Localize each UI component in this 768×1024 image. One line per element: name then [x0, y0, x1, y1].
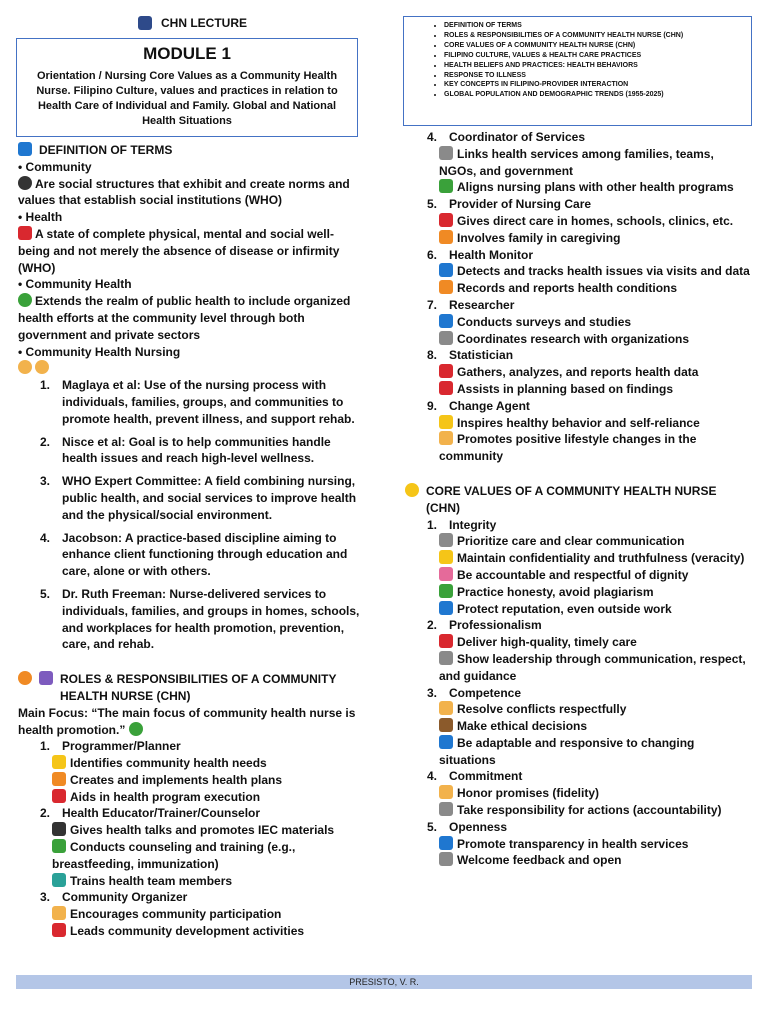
role-title: Change Agent: [449, 398, 530, 413]
leader-icon: [439, 651, 453, 665]
heart-icon: [18, 226, 32, 240]
toc-list: [430, 21, 743, 100]
role-item: [405, 819, 750, 836]
scroll-icon: [439, 802, 453, 816]
megaphone-icon: [439, 852, 453, 866]
speech-bubble-icon: [439, 533, 453, 547]
sub-item-text: Be accountable and respectful of dignity: [457, 567, 689, 582]
term-health: • Health: [18, 210, 63, 225]
role-title: Professionalism: [449, 618, 542, 633]
toc-item: • KEY CONCEPTS IN FILIPINO-PROVIDER INTERACTION: [444, 80, 743, 90]
role-sub-item: [405, 718, 750, 735]
role-title: Health Monitor: [449, 247, 533, 262]
list-text: Nisce et al: Goal is to help communities handle health issues and reach high-level wellness.: [62, 434, 331, 466]
line-chart-icon: [439, 364, 453, 378]
notepad-icon: [439, 280, 453, 294]
sub-item-text: Involves family in caregiving: [457, 230, 621, 245]
role-sub-item: [405, 802, 750, 819]
role-item: [405, 129, 750, 146]
hand-icon: [439, 785, 453, 799]
list-number: 2.: [40, 806, 51, 821]
module-title: MODULE 1: [143, 44, 231, 63]
role-sub-item: [405, 533, 750, 550]
role-item: [405, 297, 750, 314]
handshake-icon: [439, 701, 453, 715]
sub-item-text: Welcome feedback and open: [457, 853, 622, 868]
sub-item-text: Be adaptable and responsive to changing situations: [439, 735, 695, 767]
role-title: Community Organizer: [62, 890, 188, 905]
compass-icon: [405, 483, 419, 497]
role-sub-item: [405, 735, 750, 769]
list-number: 3.: [40, 890, 51, 905]
nurse-icon: [35, 360, 49, 374]
role-sub-item: [405, 431, 750, 465]
sub-item-text: Links health services among families, teams, NGOs, and government: [439, 146, 714, 178]
nurses-icons: [18, 360, 363, 377]
sub-item-text: Assists in planning based on findings: [457, 381, 674, 396]
handshake-icon: [52, 906, 66, 920]
role-sub-item: [405, 280, 750, 297]
puzzle-icon: [439, 179, 453, 193]
role-title: Competence: [449, 685, 522, 700]
role-sub-item: [405, 634, 750, 651]
role-sub-item: [405, 601, 750, 618]
sub-item-text: Take responsibility for actions (accountability): [457, 803, 722, 818]
folder-icon: [52, 755, 66, 769]
check-icon: [439, 584, 453, 598]
seedling-icon: [129, 722, 143, 736]
role-title: Programmer/Planner: [62, 739, 181, 754]
toc-item: • GLOBAL POPULATION AND DEMOGRAPHIC TRENDS (1955-2025): [444, 90, 743, 100]
toc-item: • CORE VALUES OF A COMMUNITY HEALTH NURSE (CHN): [444, 41, 743, 51]
table-of-contents: [403, 16, 752, 126]
role-title: Openness: [449, 819, 508, 834]
definition-community: [18, 176, 363, 210]
role-item: [405, 617, 750, 634]
role-title: Provider of Nursing Care: [449, 197, 592, 212]
module-subtitle: Orientation / Nursing Core Values as a Community Health Nurse. Filipino Culture, values and practices in relation to Health Care of Individual and Family. Global and National Health Situations: [36, 70, 338, 127]
main-focus: [18, 705, 363, 739]
role-sub-item: [18, 923, 363, 940]
sub-item-text: Deliver high-quality, timely care: [457, 635, 637, 650]
target-icon: [439, 634, 453, 648]
list-number: 5.: [40, 586, 51, 601]
role-sub-item: [405, 701, 750, 718]
sub-item-text: Leads community development activities: [70, 924, 305, 939]
megaphone-icon: [52, 923, 66, 937]
toc-item: • DEFINITION OF TERMS: [444, 21, 743, 31]
term-community: • Community: [18, 159, 92, 174]
sub-item-text: Identifies community health needs: [70, 756, 267, 771]
list-number: 2.: [427, 618, 438, 633]
sub-item-text: Conducts surveys and studies: [457, 314, 632, 329]
book-icon: [18, 142, 32, 156]
role-item: [405, 398, 750, 415]
family-icon: [439, 230, 453, 244]
bar-chart-icon: [439, 314, 453, 328]
lecture-title: [138, 16, 247, 30]
sub-item-text: Promotes positive lifestyle changes in the community: [439, 432, 697, 464]
role-sub-item: [405, 785, 750, 802]
role-sub-item: [405, 263, 750, 280]
toc-item: • FILIPINO CULTURE, VALUES & HEALTH CARE PRACTICES: [444, 51, 743, 61]
sub-item-text: Prioritize care and clear communication: [457, 534, 685, 549]
calendar-icon: [138, 16, 152, 30]
sub-item-text: Protect reputation, even outside work: [457, 601, 672, 616]
role-sub-item: [405, 651, 750, 685]
role-sub-item: [405, 364, 750, 381]
toc-item: • RESPONSE TO ILLNESS: [444, 71, 743, 81]
role-item: [405, 685, 750, 702]
sub-item-text: Records and reports health conditions: [457, 281, 678, 296]
role-sub-item: [18, 772, 363, 789]
list-number: 1.: [40, 378, 51, 393]
sub-item-text: Make ethical decisions: [457, 719, 588, 734]
chn-definition-item: [18, 473, 363, 523]
definitions-heading: [18, 142, 363, 159]
list-number: 8.: [427, 348, 438, 363]
core-values-heading-text: CORE VALUES OF A COMMUNITY HEALTH NURSE (CHN): [426, 483, 717, 515]
role-item: [405, 517, 750, 534]
chn-definition-item: [18, 530, 363, 580]
list-text: Dr. Ruth Freeman: Nurse-delivered services to individuals, families, and groups in homes, schools, and workplaces for health promotion, prevention, care, and rehab.: [62, 586, 360, 652]
sub-item-text: Honor promises (fidelity): [457, 786, 600, 801]
role-sub-item: [405, 584, 750, 601]
list-number: 5.: [427, 819, 438, 834]
role-item: [405, 768, 750, 785]
roles-heading: [18, 671, 363, 705]
toc-item: • ROLES & RESPONSIBILITIES OF A COMMUNITY HEALTH NURSE (CHN): [444, 31, 743, 41]
sub-item-text: Maintain confidentiality and truthfulness (veracity): [457, 551, 745, 566]
main-focus-text: Main Focus: “The main focus of community health nurse is health promotion.”: [18, 705, 356, 737]
refresh-icon: [439, 735, 453, 749]
roles-list: [18, 738, 363, 940]
definition-health-text: A state of complete physical, mental and social well-being and not merely the absence of disease or infirmity (WHO): [18, 226, 340, 275]
role-sub-item: [18, 839, 363, 873]
sub-item-text: Trains health team members: [70, 873, 233, 888]
people-icon: [18, 176, 32, 190]
role-title: Commitment: [449, 769, 523, 784]
role-item: [405, 196, 750, 213]
role-sub-item: [405, 331, 750, 348]
role-item: [18, 738, 363, 755]
link-icon: [439, 146, 453, 160]
role-title: Coordinator of Services: [449, 130, 586, 144]
role-sub-item: [405, 852, 750, 869]
chn-definition-item: [18, 434, 363, 468]
role-item: [18, 805, 363, 822]
muscle-icon: [439, 431, 453, 445]
syringe-icon: [439, 213, 453, 227]
sub-item-text: Detects and tracks health issues via visits and data: [457, 264, 750, 279]
role-sub-item: [405, 415, 750, 432]
footer: PRESISTO, V. R.: [16, 975, 752, 989]
list-text: Maglaya et al: Use of the nursing process with individuals, families, groups, and communities to promote health, prevent illness, and support rehab.: [62, 378, 355, 426]
role-sub-item: [18, 755, 363, 772]
list-number: 3.: [427, 685, 438, 700]
role-sub-item: [405, 230, 750, 247]
lock-icon: [439, 550, 453, 564]
role-sub-item: [405, 179, 750, 196]
definition-community-health-text: Extends the realm of public health to include organized health efforts at the community level through both government and private sectors: [18, 294, 351, 342]
role-title: Integrity: [449, 517, 497, 532]
definition-community-health: [18, 293, 363, 343]
sub-item-text: Promote transparency in health services: [457, 836, 689, 851]
globe-icon: [18, 293, 32, 307]
role-item: [405, 247, 750, 264]
role-title: Researcher: [449, 297, 515, 312]
list-number: 2.: [40, 434, 51, 449]
sub-item-text: Practice honesty, avoid plagiarism: [457, 584, 654, 599]
magnifier-icon: [439, 836, 453, 850]
list-number: 3.: [40, 474, 51, 489]
list-number: 4.: [427, 769, 438, 784]
term-chn: • Community Health Nursing: [18, 344, 181, 359]
role-sub-item: [405, 550, 750, 567]
role-item: [405, 347, 750, 364]
module-box: [16, 38, 358, 137]
sub-item-text: Gives health talks and promotes IEC materials: [70, 823, 335, 838]
roles-heading-text: ROLES & RESPONSIBILITIES OF A COMMUNITY HEALTH NURSE (CHN): [60, 672, 337, 703]
list-text: WHO Expert Committee: A field combining nursing, public health, and social services to improve health and the physical/social environment.: [62, 474, 357, 522]
teacher-icon: [52, 822, 66, 836]
target-icon: [52, 789, 66, 803]
sub-item-text: Aids in health program execution: [70, 789, 261, 804]
core-values-list: [405, 517, 750, 870]
role-title: Health Educator/Trainer/Counselor: [62, 806, 261, 821]
list-number: 4.: [40, 530, 51, 545]
chalkboard-icon: [52, 839, 66, 853]
sub-item-text: Inspires healthy behavior and self-reliance: [457, 415, 700, 430]
caduceus-icon: [39, 671, 53, 685]
team-icon: [52, 873, 66, 887]
role-sub-item: [405, 381, 750, 398]
right-column: [405, 129, 750, 869]
chn-definition-item: [18, 586, 363, 653]
role-sub-item: [405, 836, 750, 853]
sub-item-text: Resolve conflicts respectfully: [457, 702, 627, 717]
role-sub-item: [405, 213, 750, 230]
role-sub-item: [18, 873, 363, 890]
role-sub-item: [405, 146, 750, 180]
chn-definition-item: [18, 377, 363, 427]
list-number: 7.: [427, 297, 438, 312]
chn-definition-list: [18, 377, 363, 653]
role-sub-item: [18, 822, 363, 839]
list-number: 4.: [427, 130, 438, 144]
term-community-health: • Community Health: [18, 277, 132, 292]
left-column: [18, 142, 363, 940]
role-item: [18, 889, 363, 906]
role-sub-item: [405, 567, 750, 584]
magnifier-icon: [439, 263, 453, 277]
toc-item: • HEALTH BELIEFS AND PRACTICES: HEALTH BEHAVIORS: [444, 61, 743, 71]
pin-icon: [439, 381, 453, 395]
sub-item-text: Show leadership through communication, respect, and guidance: [439, 651, 746, 683]
definition-community-text: Are social structures that exhibit and create norms and values that establish social institutions (WHO): [18, 176, 350, 208]
sub-item-text: Coordinates research with organizations: [457, 331, 690, 346]
role-sub-item: [18, 906, 363, 923]
memo-icon: [52, 772, 66, 786]
definitions-heading-text: DEFINITION OF TERMS: [39, 143, 173, 157]
sub-item-text: Gives direct care in homes, schools, clinics, etc.: [457, 213, 734, 228]
list-text: Jacobson: A practice-based discipline aiming to enhance client functioning through education and care, alone or with others.: [62, 530, 348, 579]
sub-item-text: Gathers, analyzes, and reports health data: [457, 365, 699, 380]
list-number: 6.: [427, 247, 438, 262]
role-sub-item: [18, 789, 363, 806]
list-number: 5.: [427, 197, 438, 212]
nurse-icon: [18, 360, 32, 374]
sparkle-icon: [439, 415, 453, 429]
sub-item-text: Conducts counseling and training (e.g., breastfeeding, immunization): [52, 840, 296, 871]
lecture-title-text: CHN LECTURE: [161, 16, 247, 30]
sub-item-text: Creates and implements health plans: [70, 772, 283, 787]
person-icon: [439, 567, 453, 581]
roles-continued-list: [405, 129, 750, 465]
scales-icon: [439, 718, 453, 732]
microscope-icon: [439, 331, 453, 345]
nurse-face-icon: [18, 671, 32, 685]
list-number: 9.: [427, 398, 438, 413]
sub-item-text: Encourages community participation: [70, 907, 282, 922]
core-values-heading: [405, 483, 750, 517]
globe-icon: [439, 601, 453, 615]
sub-item-text: Aligns nursing plans with other health programs: [457, 180, 734, 195]
list-number: 1.: [40, 739, 51, 754]
list-number: 1.: [427, 517, 438, 532]
definition-health: [18, 226, 363, 276]
role-title: Statistician: [449, 348, 514, 363]
role-sub-item: [405, 314, 750, 331]
